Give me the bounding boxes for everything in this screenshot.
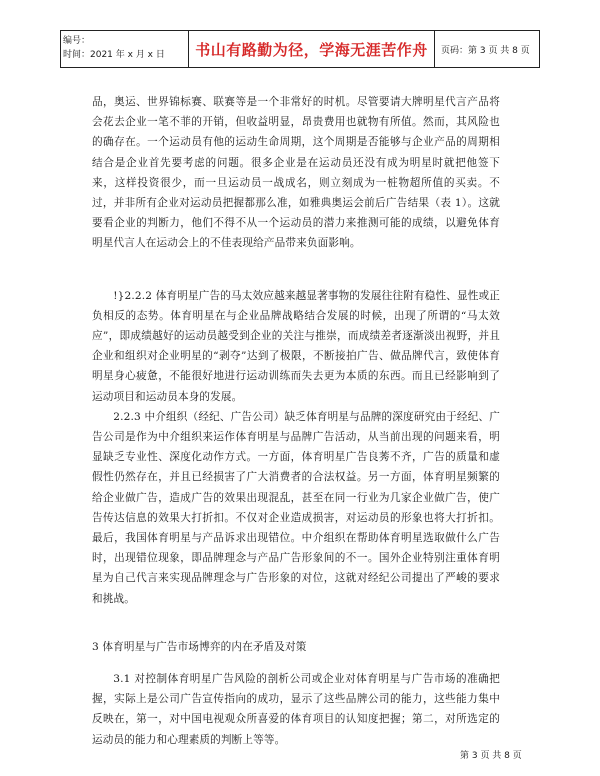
paragraph-1: 品，奥运、世界锦标赛、联赛等是一个非常好的时机。尽管要请大牌明星代言产品将会花去企业一笔不菲的开销，但收益明显，昂贵费用也就物有所值。然而，其风险也的确存在。一个运动员有他的运动生命周期，这个周期是否能够与企业产品的周期相结合是企业首先要考虑的问题。很多企业是在运动员还没有成为明星时就把他签下来，这样投资很少，而一旦运动员一战成名，则立刻成为一桩物超所值的买卖。不过，并非所有企业对运动员把握都那么准，如雅典奥运会前后广告结果（表 1）。这就要看企业的判断力，他们不得不从一个运动员的潜力来推测可能的成绩，以避免体育明星代言人在运动会上的不佳表现给产品带来负面影响。 bbox=[92, 96, 500, 250]
time-label: 时间：2021 年 x 月 x 日 bbox=[63, 50, 165, 60]
paragraph-4: 3.1 对控制体育明星广告风险的剖析公司或企业对体育明星与广告市场的准确把握，实际上是公司广告宣传指向的成功，显示了这些品牌公司的能力，这些能力集中反映在，第一，对中国电视观众所喜爱的体育项目的认知度把握；第二，对所选定的运动员的能力和心理素质的判断上等等。 bbox=[92, 673, 500, 746]
page-footer: 第 3 页 共 8 页 bbox=[460, 751, 522, 761]
section-heading: 3 体育明星与广告市场博弈的内在矛盾及对策 bbox=[92, 640, 307, 653]
document-body bbox=[92, 92, 500, 750]
header-meta bbox=[61, 31, 189, 67]
header-motto: 书山有路勤为径，学海无涯苦作舟 bbox=[189, 31, 435, 67]
header-page-info: 页码：第 3 页 共 8 页 bbox=[441, 45, 530, 56]
number-label: 编号： bbox=[63, 36, 91, 46]
paragraph-2: !}2.2.2 体育明星广告的马太效应越来越显著事物的发展往往附有稳性、显性或正负相反的态势。体育明星在与企业品牌战略结合发展的时候，出现了所谓的“马太效应”，即成绩越好的运动员越受到企业的关注与推崇，而成绩差者逐渐淡出视野，并且企业和组织对企业明星的“剥夺”达到了极限，不断接拍广告、做品牌代言，致使体育明星身心疲惫，不能很好地进行运动训练而失去更为本质的东西。而且已经影响到了运动项目和运动员本身的发展。 bbox=[92, 289, 500, 403]
page-header bbox=[60, 30, 540, 68]
paragraph-3: 2.2.3 中介组织（经纪、广告公司）缺乏体育明星与品牌的深度研究由于经纪、广告公司是作为中介组织来运作体育明星与品牌广告活动，从当前出现的问题来看，明显缺乏专业性、深度化动作方式。一方面，体育明星广告良莠不齐，广告的质量和虚假性仍然存在，并且已经损害了广大消费者的合法权益。另一方面，体育明星频繁的给企业做广告，造成广告的效果出现混乱，甚至在同一行业为几家企业做广告，使广告传达信息的效果大打折扣。不仅对企业造成损害，对运动员的形象也将大打折扣。最后，我国体育明星与产品诉求出现错位。中介组织在帮助体育明星选取做什么广告时，出现错位现象，即品牌理念与产品广告形象间的不一。国外企业特别注重体育明星为自己代言来实现品牌理念与广告形象的对位，这就对经纪公司提出了严峻的要求和挑战。 bbox=[92, 410, 500, 605]
